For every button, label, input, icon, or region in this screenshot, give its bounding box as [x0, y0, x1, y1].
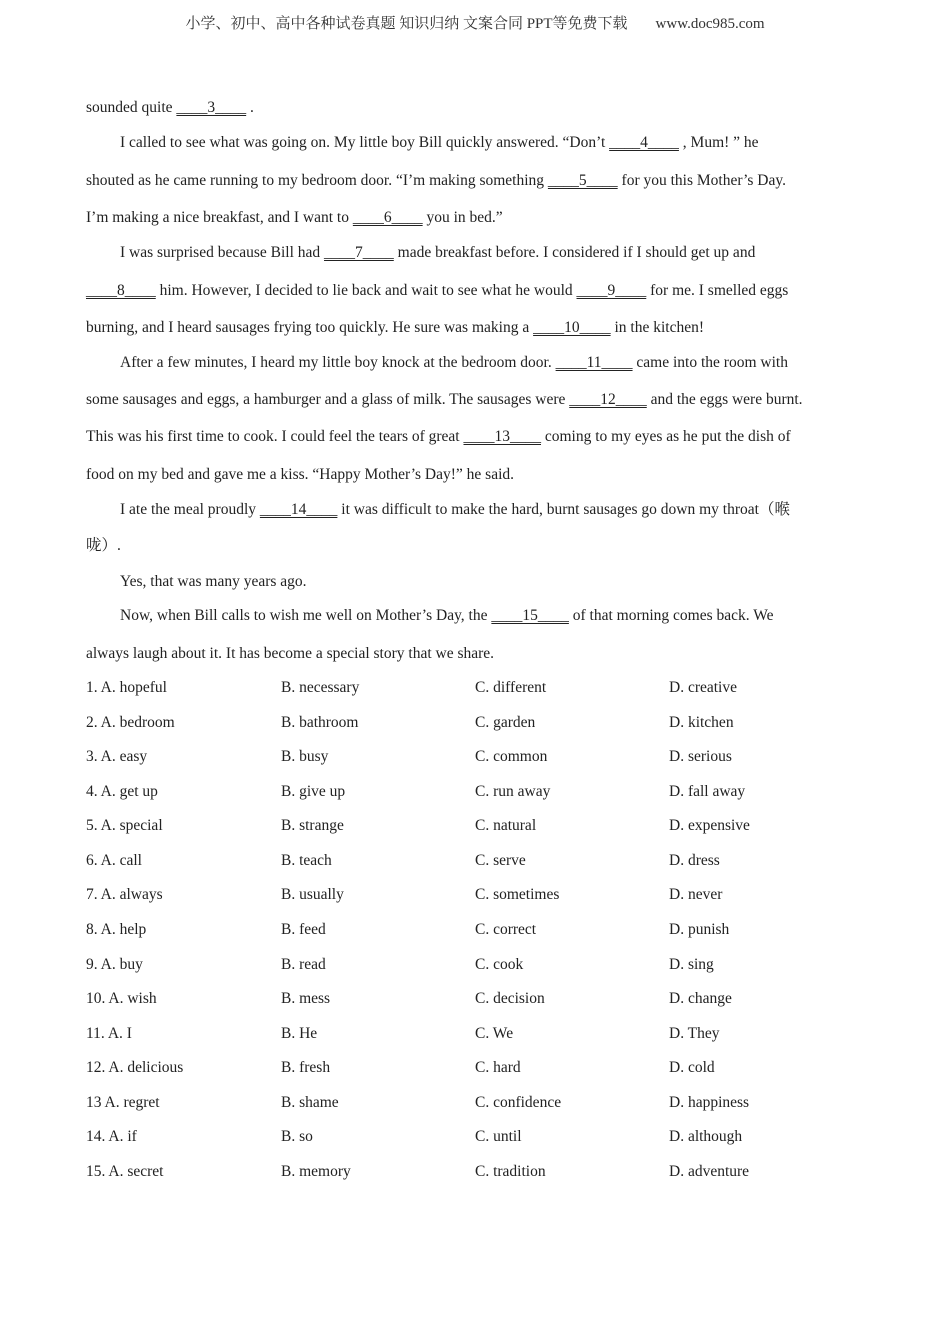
option-choice: 8. A. help: [86, 921, 147, 938]
question-row: [86, 1024, 866, 1044]
option-choice: D. although: [669, 1128, 743, 1145]
question-row: [86, 920, 866, 940]
option-choice: 3. A. easy: [86, 748, 148, 765]
option-choice: C. sometimes: [475, 886, 560, 903]
blank-8: ____8____: [86, 282, 156, 299]
question-row: [86, 713, 866, 733]
text-segment: made breakfast before. I considered if I should get up and: [393, 244, 756, 261]
option-choice: B. read: [281, 956, 326, 973]
text-segment: for you this Mother’s Day.: [617, 172, 786, 189]
blank-4: ____4____: [609, 134, 679, 151]
option-choice: D. change: [669, 990, 732, 1007]
option-choice: B. shame: [281, 1094, 339, 1111]
option-choice: D. never: [669, 886, 723, 903]
option-choice: D. fall away: [669, 783, 746, 800]
text-segment: I was surprised because Bill had: [120, 244, 325, 261]
blank-6: ____6____: [352, 209, 423, 226]
option-choice: C. cook: [475, 956, 524, 973]
option-choice: B. feed: [281, 921, 326, 938]
option-choice: D. punish: [669, 921, 730, 938]
blank-3: ____3____: [176, 99, 247, 116]
option-choice: C. serve: [475, 852, 526, 869]
option-choice: C. hard: [475, 1059, 521, 1076]
option-choice: 15. A. secret: [86, 1163, 164, 1180]
option-choice: 5. A. special: [86, 817, 163, 834]
option-choice: C. common: [475, 748, 548, 765]
passage-line: always laugh about it. It has become a special story that we share.: [86, 645, 495, 662]
text-segment: , Mum! ” he: [678, 134, 759, 151]
option-choice: 4. A. get up: [86, 783, 158, 800]
blank-15: ____15____: [491, 607, 569, 624]
option-choice: B. usually: [281, 886, 344, 903]
passage-line: [120, 500, 790, 520]
option-choice: D. adventure: [669, 1163, 750, 1180]
option-choice: C. natural: [475, 817, 537, 834]
page-header: [0, 12, 950, 33]
passage-line: 咙）.: [86, 537, 121, 554]
option-choice: 6. A. call: [86, 852, 142, 869]
option-choice: C. correct: [475, 921, 537, 938]
option-choice: D. creative: [669, 679, 737, 696]
text-segment: After a few minutes, I heard my little boy knock at the bedroom door.: [120, 354, 556, 371]
text-segment: in the kitchen!: [610, 319, 704, 336]
option-choice: 1. A. hopeful: [86, 679, 167, 696]
passage-line: [86, 98, 254, 118]
text-segment: burning, and I heard sausages frying too quickly. He sure was making a: [86, 319, 534, 336]
text-segment: I’m making a nice breakfast, and I want to: [86, 209, 353, 226]
text-segment: some sausages and eggs, a hamburger and a glass of milk. The sausages were: [86, 391, 570, 408]
header-text: 小学、初中、高中各种试卷真题 知识归纳 文案合同 PPT等免费下载: [185, 16, 628, 32]
option-choice: B. busy: [281, 748, 329, 765]
text-segment: of that morning comes back. We: [568, 607, 774, 624]
option-choice: C. confidence: [475, 1094, 562, 1111]
text-segment: I ate the meal proudly: [120, 501, 260, 518]
question-row: [86, 989, 866, 1009]
text-segment: .: [246, 99, 254, 116]
passage-line: Yes, that was many years ago.: [120, 573, 307, 590]
option-choice: B. memory: [281, 1163, 351, 1180]
passage-line: [86, 171, 786, 191]
option-choice: 13 A. regret: [86, 1094, 160, 1111]
blank-11: ____11____: [555, 354, 633, 371]
question-row: [86, 1162, 866, 1182]
option-choice: D. expensive: [669, 817, 750, 834]
text-segment: coming to my eyes as he put the dish of: [541, 428, 791, 445]
option-choice: B. fresh: [281, 1059, 331, 1076]
blank-5: ____5____: [547, 172, 618, 189]
option-choice: C. decision: [475, 990, 545, 1007]
blank-14: ____14____: [259, 501, 338, 518]
option-choice: B. so: [281, 1128, 313, 1145]
blank-12: ____12____: [569, 391, 647, 408]
option-choice: B. strange: [281, 817, 344, 834]
header-site-link[interactable]: www.doc985.com: [655, 16, 765, 32]
option-choice: B. He: [281, 1025, 318, 1042]
option-choice: C. garden: [475, 714, 536, 731]
passage-line: [120, 353, 788, 373]
option-choice: C. until: [475, 1128, 522, 1145]
passage-line: [120, 133, 759, 153]
question-row: [86, 1058, 866, 1078]
passage-line: food on my bed and gave me a kiss. “Happy Mother’s Day!” he said.: [86, 466, 515, 483]
option-choice: B. necessary: [281, 679, 360, 696]
option-choice: D. sing: [669, 956, 714, 973]
passage-line: [120, 606, 774, 626]
text-segment: Now, when Bill calls to wish me well on Mother’s Day, the: [120, 607, 492, 624]
option-choice: 14. A. if: [86, 1128, 137, 1145]
option-choice: C. tradition: [475, 1163, 546, 1180]
text-segment: I called to see what was going on. My little boy Bill quickly answered. “Don’t: [120, 134, 610, 151]
passage-line: [86, 318, 704, 338]
blank-9: ____9____: [576, 282, 647, 299]
text-segment: and the eggs were burnt.: [646, 391, 803, 408]
option-choice: 12. A. delicious: [86, 1059, 184, 1076]
blank-13: ____13____: [463, 428, 541, 445]
option-choice: D. serious: [669, 748, 732, 765]
text-segment: This was his first time to cook. I could feel the tears of great: [86, 428, 464, 445]
option-choice: C. run away: [475, 783, 551, 800]
question-row: [86, 747, 866, 767]
passage-line: [120, 243, 755, 263]
option-choice: 11. A. I: [86, 1025, 132, 1042]
option-choice: D. They: [669, 1025, 720, 1042]
option-choice: 2. A. bedroom: [86, 714, 175, 731]
option-choice: C. We: [475, 1025, 514, 1042]
question-row: [86, 816, 866, 836]
text-segment: came into the room with: [632, 354, 788, 371]
passage-line: [86, 281, 788, 301]
option-choice: B. teach: [281, 852, 332, 869]
option-choice: 9. A. buy: [86, 956, 143, 973]
option-choice: D. cold: [669, 1059, 715, 1076]
option-choice: D. happiness: [669, 1094, 750, 1111]
question-row: [86, 678, 866, 698]
question-row: [86, 851, 866, 871]
option-choice: B. give up: [281, 783, 346, 800]
passage-line: [86, 427, 791, 447]
question-row: [86, 955, 866, 975]
option-choice: 7. A. always: [86, 886, 163, 903]
question-row: [86, 885, 866, 905]
option-choice: C. different: [475, 679, 547, 696]
text-segment: for me. I smelled eggs: [646, 282, 789, 299]
option-choice: B. bathroom: [281, 714, 359, 731]
text-segment: him. However, I decided to lie back and wait to see what he would: [155, 282, 577, 299]
option-choice: 10. A. wish: [86, 990, 157, 1007]
text-segment: sounded quite: [86, 99, 177, 116]
question-row: [86, 782, 866, 802]
question-row: [86, 1093, 866, 1113]
option-choice: B. mess: [281, 990, 331, 1007]
passage-line: [86, 208, 503, 228]
option-choice: D. dress: [669, 852, 720, 869]
text-segment: it was difficult to make the hard, burnt sausages go down my throat（喉: [337, 501, 790, 518]
blank-10: ____10____: [533, 319, 611, 336]
option-choice: D. kitchen: [669, 714, 734, 731]
passage-line: [86, 390, 803, 410]
question-row: [86, 1127, 866, 1147]
text-segment: shouted as he came running to my bedroom door. “I’m making something: [86, 172, 548, 189]
text-segment: you in bed.”: [422, 209, 503, 226]
blank-7: ____7____: [324, 244, 394, 261]
